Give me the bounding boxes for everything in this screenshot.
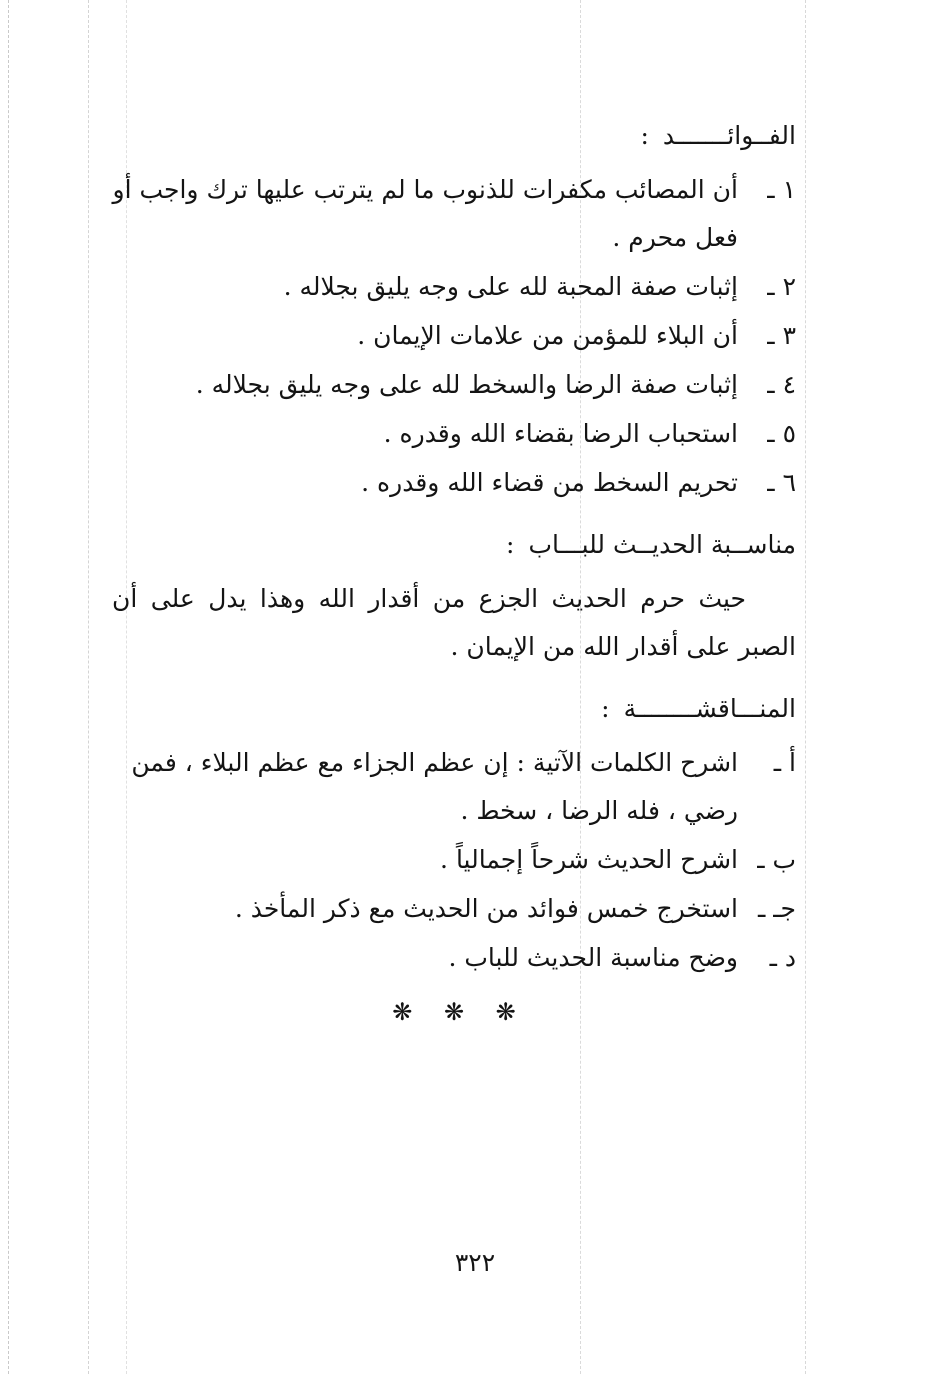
item-letter: جـ ـ [757,894,796,923]
relevance-section [112,521,796,671]
list-item [112,459,796,507]
item-text: استخرج خمس فوائد من الحديث مع ذكر المأخذ . [234,894,738,923]
item-text: إثبات صفة المحبة لله على وجه يليق بجلاله . [283,272,738,301]
item-letter: د ـ [769,943,796,972]
discussion-section [112,685,796,982]
list-item [112,410,796,458]
discussion-heading [112,685,796,733]
list-item [112,361,796,409]
scan-guide-line [805,0,806,1374]
list-item [112,836,796,884]
item-text: إثبات صفة الرضا والسخط لله على وجه يليق بجلاله . [195,370,738,399]
list-item [112,885,796,933]
relevance-heading [112,521,796,569]
relevance-paragraph: حيث حرم الحديث الجزع من أقدار الله وهذا يدل على أن الصبر على أقدار الله من الإيمان . [112,584,796,661]
scan-guide-line [88,0,89,1374]
relevance-heading-text: مناســبة الحديــث للبـــاب [528,530,796,559]
item-number: ٤ ـ [767,370,796,399]
list-item [112,312,796,360]
item-number: ٥ ـ [767,419,796,448]
page-number: ٣٢٢ [454,1248,496,1277]
scan-guide-line [8,0,9,1374]
item-letter: ب ـ [757,845,796,874]
discussion-list [112,739,796,982]
benefits-section [112,112,796,507]
list-item [112,739,796,835]
list-item [112,934,796,982]
item-number: ٦ ـ [767,468,796,497]
discussion-heading-text: المنـــاقشــــــــة [623,694,796,723]
list-item [112,263,796,311]
benefits-list [112,166,796,507]
item-text: أن المصائب مكفرات للذنوب ما لم يترتب عليها ترك واجب أو فعل محرم . [112,175,738,252]
item-text: تحريم السخط من قضاء الله وقدره . [361,468,738,497]
item-text: اشرح الكلمات الآتية : إن عظم الجزاء مع عظم البلاء ، فمن رضي ، فله الرضا ، سخط . [131,748,738,825]
item-number: ٢ ـ [767,272,796,301]
section-separator-stars: ❋ ❋ ❋ [392,998,516,1026]
benefits-heading [112,112,796,160]
item-text: أن البلاء للمؤمن من علامات الإيمان . [357,321,738,350]
heading-colon: : [601,694,610,723]
item-number: ١ ـ [767,175,796,204]
item-number: ٣ ـ [767,321,796,350]
heading-colon: : [506,530,515,559]
heading-colon: : [640,121,649,150]
item-text: اشرح الحديث شرحاً إجمالياً . [440,845,738,874]
item-text: وضح مناسبة الحديث للباب . [448,943,738,972]
benefits-heading-text: الفــوائـــــــد [662,121,796,150]
list-item [112,166,796,262]
page-content [112,112,796,1036]
item-letter: أ ـ [773,748,796,777]
item-text: استحباب الرضا بقضاء الله وقدره . [383,419,738,448]
